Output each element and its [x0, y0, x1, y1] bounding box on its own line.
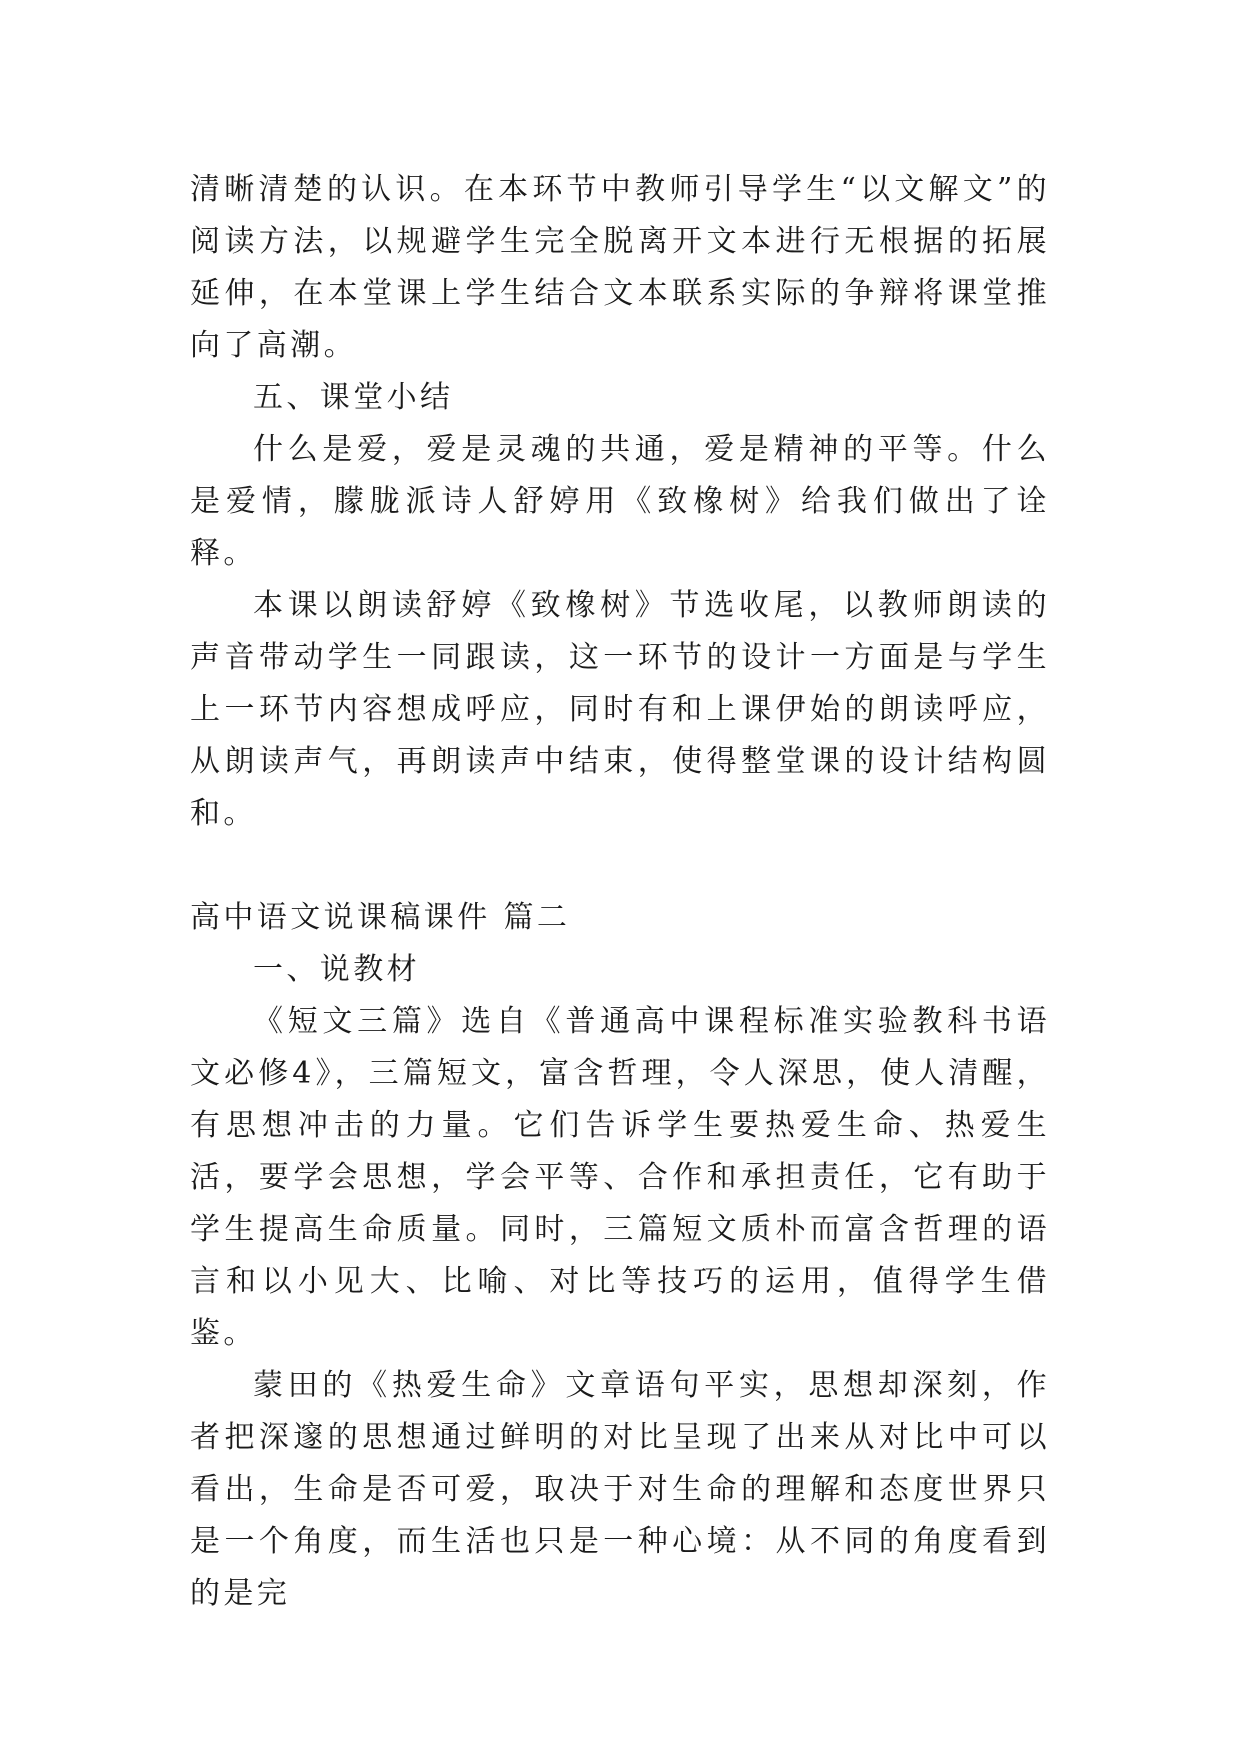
article-title: 高中语文说课稿课件 篇二: [190, 900, 571, 935]
paragraph-continuation: 清晰清楚的认识。在本环节中教师引导学生“以文解文”的阅读方法，以规避学生完全脱离开文本进行无根据的拓展延伸，在本堂课上学生结合文本联系实际的争辩将课堂推向了高潮。: [190, 172, 1050, 363]
paragraph-three-essays: 《短文三篇》选自《普通高中课程标准实验教科书语文必修4》，三篇短文，富含哲理，令人深思，使人清醒，有思想冲击的力量。它们告诉学生要热爱生命、热爱生活，要学会思想，学会平等、合作和承担责任，它有助于学生提高生命质量。同时，三篇短文质朴而富含哲理的语言和以小见大、比喻、对比等技巧的运用，值得学生借鉴。: [190, 1004, 1050, 1351]
section-heading-summary: 五、课堂小结: [253, 380, 454, 415]
paragraph-love: 什么是爱，爱是灵魂的共通，爱是精神的平等。什么是爱情，朦胧派诗人舒婷用《致橡树》给我们做出了诠释。: [190, 432, 1050, 571]
paragraph-montaigne: 蒙田的《热爱生命》文章语句平实，思想却深刻，作者把深邃的思想通过鲜明的对比呈现了出来从对比中可以看出，生命是否可爱，取决于对生命的理解和态度世界只是一个角度，而生活也只是一种心境：从不同的角度看到的是完: [190, 1368, 1050, 1611]
paragraph-ending: 本课以朗读舒婷《致橡树》节选收尾，以教师朗读的声音带动学生一同跟读，这一环节的设计一方面是与学生上一环节内容想成呼应，同时有和上课伊始的朗读呼应，从朗读声气，再朗读声中结束，使得整堂课的设计结构圆和。: [190, 588, 1050, 831]
document-body: [190, 164, 1050, 1620]
section-heading-textbook: 一、说教材: [253, 952, 420, 987]
